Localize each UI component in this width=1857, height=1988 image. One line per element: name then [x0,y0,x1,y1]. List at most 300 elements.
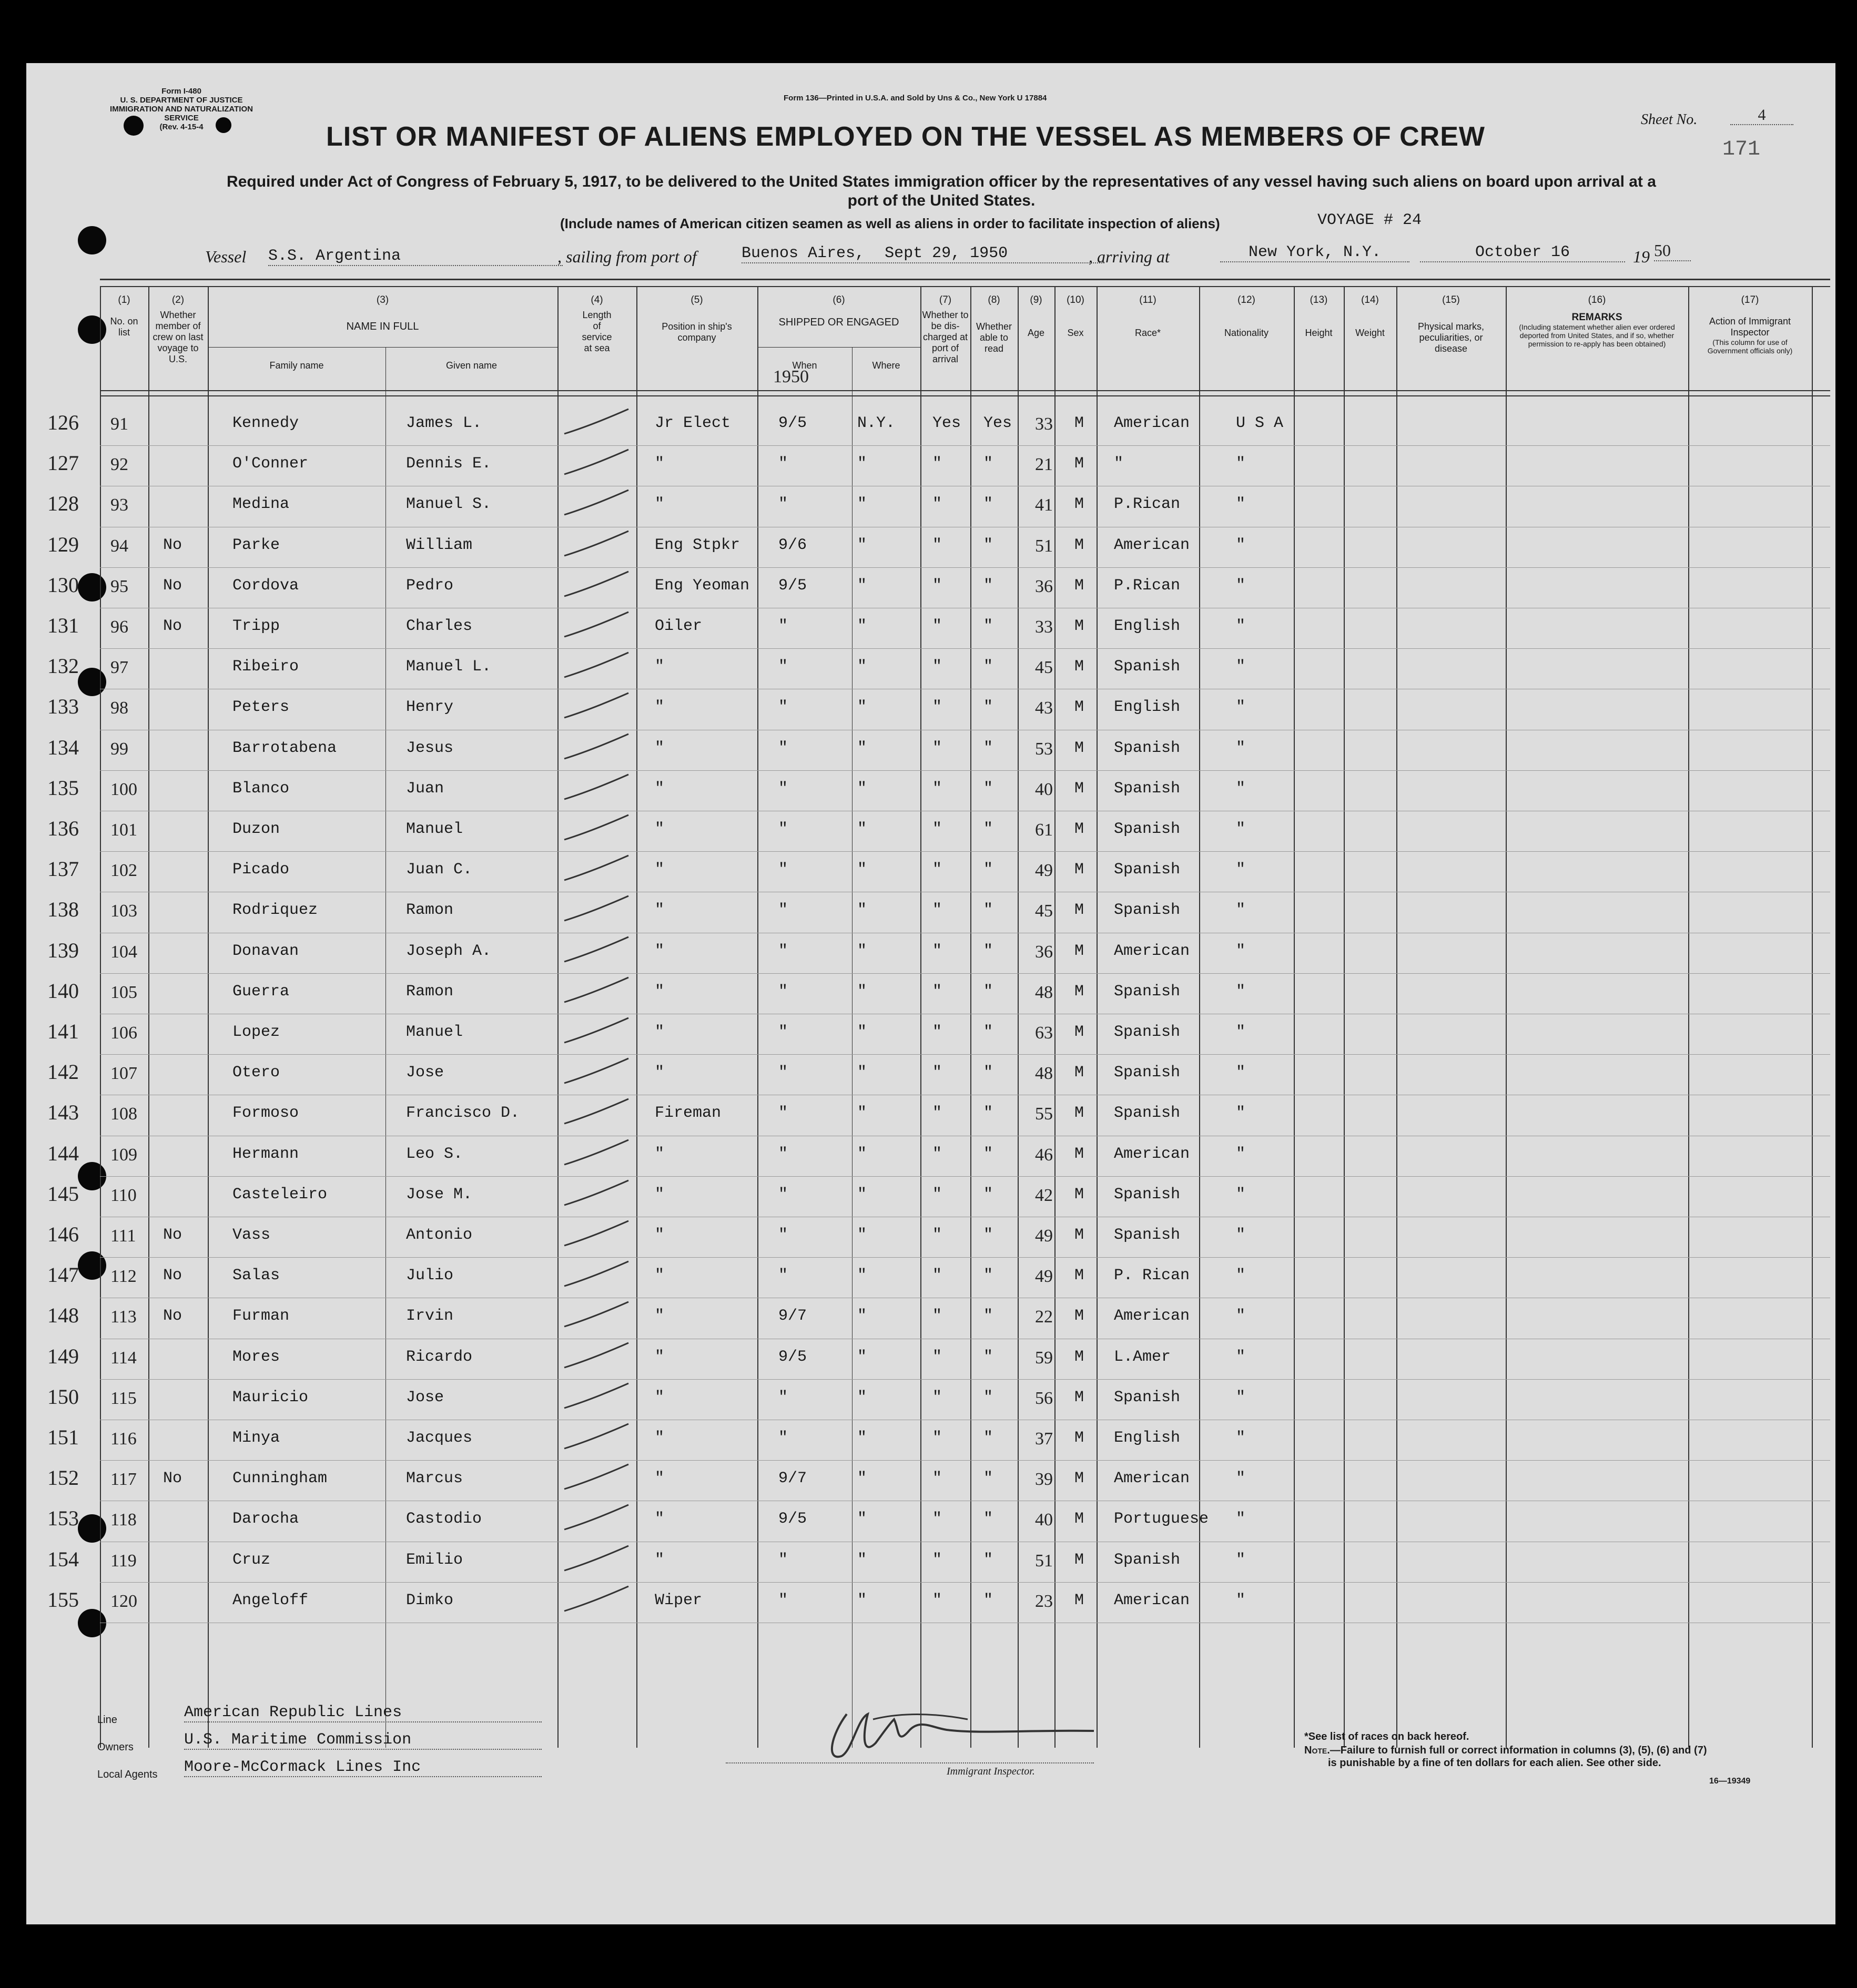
shipped-where: " [857,982,867,1001]
list-number: 103 [110,901,137,921]
position: " [655,1348,665,1366]
race: Spanish [1114,1064,1181,1082]
race: L.Amer [1114,1348,1171,1366]
list-number: 99 [110,739,128,759]
nationality: " [1236,779,1246,798]
able-to-read: " [983,1185,993,1204]
service-check-mark [560,730,634,767]
departure-date: Sept 29, 1950 [885,244,1008,262]
list-number: 115 [110,1388,137,1408]
shipped-when: 9/7 [778,1307,807,1326]
last-voyage: No [163,1267,182,1285]
given-name: Manuel [406,1023,463,1041]
nationality: " [1236,861,1246,879]
sex: M [1074,1429,1084,1447]
family-name: Blanco [232,779,290,798]
page-title: LIST OR MANIFEST OF ALIENS EMPLOYED ON THE VESSEL AS MEMBERS OF CREW [326,121,1485,152]
sex: M [1074,414,1084,432]
age: 36 [1035,576,1053,596]
nationality: " [1236,1551,1246,1569]
list-number: 98 [110,698,128,718]
given-name: Julio [406,1267,454,1285]
position: Jr Elect [655,414,731,432]
shipped-year: 1950 [773,367,809,386]
position: " [655,1551,665,1569]
race: Spanish [1114,1023,1181,1041]
shipped-when: 9/5 [778,1348,807,1366]
year-suffix: 50 [1654,241,1691,261]
nationality: " [1236,1185,1246,1204]
given-name: Manuel [406,820,463,838]
ledger-number: 127 [47,451,79,475]
shipped-where: " [857,1267,867,1285]
col-header-service-length: (4) Length of service at sea [582,294,612,353]
list-number: 95 [110,576,128,596]
col-header-name: (3) NAME IN FULL [346,294,419,332]
given-name: Antonio [406,1226,473,1244]
able-to-read: " [983,698,993,717]
family-name: Vass [232,1226,271,1244]
department-name: U. S. DEPARTMENT OF JUSTICE [120,96,243,105]
ledger-number: 144 [47,1141,79,1165]
list-number: 114 [110,1348,137,1368]
family-name: Parke [232,536,280,554]
family-name: Furman [232,1307,290,1326]
race: English [1114,617,1181,635]
able-to-read: " [983,536,993,554]
list-number: 94 [110,536,128,556]
ledger-number: 140 [47,978,79,1003]
service-name: IMMIGRATION AND NATURALIZATION SERVICE [110,105,253,123]
position: " [655,901,665,920]
ledger-number: 148 [47,1303,79,1328]
shipped-where: " [857,1348,867,1366]
able-to-read: Yes [983,414,1012,432]
col-header-weight: (14) Weight [1355,294,1385,338]
list-number: 118 [110,1510,137,1530]
family-name: Rodriquez [232,901,318,920]
shipped-when: " [778,1591,788,1609]
nationality: " [1236,536,1246,554]
given-name: Henry [406,698,454,717]
race: Spanish [1114,658,1181,676]
col-header-inspector-action: (17) Action of Immigrant Inspector (This column for use of Government officials only) [1707,294,1793,355]
list-number: 97 [110,658,128,678]
shipped-where: " [857,1307,867,1326]
punch-hole [78,1609,106,1637]
discharged: " [932,779,942,798]
race: American [1114,536,1190,554]
list-number: 105 [110,982,137,1002]
races-note: *See list of races on back hereof. [1304,1731,1469,1742]
family-name: Ribeiro [232,658,299,676]
given-name: James L. [406,414,482,432]
nationality: " [1236,576,1246,595]
family-name: Mauricio [232,1388,309,1406]
shipped-when: " [778,617,788,635]
service-check-mark [560,1298,634,1334]
col-header-position: (5) Position in ship's company [662,294,732,343]
shipped-where: " [857,820,867,838]
ledger-number: 146 [47,1222,79,1246]
ledger-number: 145 [47,1181,79,1206]
family-name: Barrotabena [232,739,337,757]
list-number: 112 [110,1267,137,1287]
punch-hole [78,1251,106,1280]
family-name: Lopez [232,1023,280,1041]
shipped-where: " [857,617,867,635]
list-number: 102 [110,861,137,881]
family-name: Duzon [232,820,280,838]
position: " [655,1307,665,1326]
penalty-note-2: is punishable by a fine of ten dollars for each alien. See other side. [1328,1757,1661,1769]
able-to-read: " [983,779,993,798]
shipped-when: " [778,1226,788,1244]
nationality: " [1236,1064,1246,1082]
position: Wiper [655,1591,703,1609]
given-name: Joseph A. [406,942,492,960]
ledger-number: 134 [47,735,79,759]
age: 45 [1035,901,1053,921]
discharged: " [932,1145,942,1163]
able-to-read: " [983,1388,993,1406]
service-check-mark [560,851,634,888]
discharged: " [932,1267,942,1285]
given-name: Juan [406,779,444,798]
sex: M [1074,1145,1084,1163]
race: P.Rican [1114,495,1181,514]
nationality: " [1236,658,1246,676]
service-check-mark [560,1176,634,1213]
ledger-number: 133 [47,695,79,719]
col-header-number: (1) No. on list [110,294,138,338]
position: " [655,861,665,879]
list-number: 100 [110,779,137,799]
given-name: Irvin [406,1307,454,1326]
nationality: " [1236,1023,1246,1041]
age: 63 [1035,1023,1053,1043]
service-check-mark [560,689,634,726]
age: 49 [1035,1226,1053,1246]
family-name: Cunningham [232,1470,328,1488]
requirement-line-1: Required under Act of Congress of February 5, 1917, to be delivered to the United States immigration officer by the representatives of any vessel having such aliens on board upon arrival at a [227,173,1656,190]
discharged: " [932,698,942,717]
given-name: Jose M. [406,1185,473,1204]
age: 55 [1035,1104,1053,1124]
age: 33 [1035,414,1053,434]
discharged: " [932,861,942,879]
ledger-number: 126 [47,411,79,434]
list-number: 107 [110,1064,137,1084]
able-to-read: " [983,455,993,473]
given-name: Manuel L. [406,658,492,676]
inspector-label: Immigrant Inspector. [947,1766,1035,1777]
age: 43 [1035,698,1053,718]
shipped-when: 9/5 [778,1510,807,1528]
race: American [1114,1307,1190,1326]
age: 51 [1035,536,1053,556]
shipped-where: " [857,1145,867,1163]
shipped-when: 9/7 [778,1470,807,1488]
discharged: " [932,1104,942,1123]
able-to-read: " [983,576,993,595]
shipped-where: " [857,536,867,554]
shipped-where: " [857,576,867,595]
sex: M [1074,779,1084,798]
shipped-where: " [857,658,867,676]
age: 56 [1035,1388,1053,1408]
age: 46 [1035,1145,1053,1165]
service-check-mark [560,1095,634,1131]
family-name: Hermann [232,1145,299,1163]
shipped-when: " [778,982,788,1001]
given-name: Jose [406,1064,444,1082]
shipped-where: " [857,901,867,920]
family-name: Otero [232,1064,280,1082]
shipped-when: " [778,1267,788,1285]
nationality: " [1236,1226,1246,1244]
family-name: Peters [232,698,290,717]
race: Spanish [1114,861,1181,879]
vessel-name: S.S. Argentina [268,247,563,266]
nationality: " [1236,495,1246,514]
family-name: Medina [232,495,290,514]
family-name: Darocha [232,1510,299,1528]
given-name: Francisco D. [406,1104,520,1123]
sex: M [1074,1226,1084,1244]
able-to-read: " [983,1226,993,1244]
sex: M [1074,1470,1084,1488]
printer-line: Form 136—Printed in U.S.A. and Sold by Uns & Co., New York U 17884 [784,94,1047,103]
col-header-read: (8) Whether able to read [976,294,1012,354]
last-voyage: No [163,1470,182,1488]
ledger-number: 137 [47,857,79,881]
discharged: " [932,1551,942,1569]
age: 48 [1035,1064,1053,1084]
family-name: Minya [232,1429,280,1447]
discharged: " [932,820,942,838]
shipped-when: " [778,658,788,676]
sex: M [1074,1307,1084,1326]
age: 37 [1035,1429,1053,1449]
nationality: " [1236,1267,1246,1285]
discharged: " [932,1307,942,1326]
col-header-race: (11) Race* [1134,294,1161,338]
punch-hole [78,573,106,602]
sex: M [1074,1551,1084,1569]
shipped-when: " [778,820,788,838]
discharged: " [932,942,942,960]
able-to-read: " [983,1307,993,1326]
shipped-where: " [857,1429,867,1447]
form-id-block [105,87,258,131]
race: English [1114,1429,1181,1447]
nationality: " [1236,1470,1246,1488]
age: 21 [1035,455,1053,475]
shipped-where: " [857,1591,867,1609]
position: " [655,1064,665,1082]
discharged: " [932,617,942,635]
ledger-number: 143 [47,1100,79,1125]
family-name: Donavan [232,942,299,960]
able-to-read: " [983,1551,993,1569]
discharged: " [932,1023,942,1041]
discharged: " [932,1388,942,1406]
penalty-note-text: —Failure to furnish full or correct information in columns (3), (5), (6) and (7) [1330,1745,1707,1756]
list-number: 120 [110,1591,137,1611]
service-check-mark [560,405,634,442]
ledger-number: 150 [47,1384,79,1409]
page-stamp: 171 [1722,138,1761,161]
nationality: U S A [1236,414,1284,432]
shipped-where: " [857,779,867,798]
position: " [655,820,665,838]
service-check-mark [560,811,634,848]
shipped-when: " [778,901,788,920]
ledger-number: 132 [47,654,79,678]
position: " [655,942,665,960]
owners-value: U.S. Maritime Commission [184,1731,542,1750]
discharged: " [932,1185,942,1204]
service-check-mark [560,567,634,604]
last-voyage: No [163,536,182,554]
note-label: Note. [1304,1745,1330,1756]
age: 53 [1035,739,1053,759]
shipped-where: " [857,1470,867,1488]
service-check-mark [560,486,634,523]
age: 40 [1035,1510,1053,1530]
service-check-mark [560,973,634,1010]
able-to-read: " [983,1510,993,1528]
col-header-sex: (10) Sex [1067,294,1084,338]
list-number: 108 [110,1104,137,1124]
shipped-when: " [778,455,788,473]
given-name: Dennis E. [406,455,492,473]
nationality: " [1236,1104,1246,1123]
col-header-last-voyage: (2) Whether member of crew on last voyage to U.S. [153,294,204,364]
able-to-read: " [983,982,993,1001]
ledger-number: 149 [47,1344,79,1368]
shipped-when: " [778,1551,788,1569]
position: " [655,739,665,757]
shipped-when: " [778,698,788,717]
family-name: Formoso [232,1104,299,1123]
sex: M [1074,1267,1084,1285]
manifest-sheet [26,63,1835,1924]
race: Spanish [1114,1104,1181,1123]
service-check-mark [560,1014,634,1051]
shipped-when: " [778,1429,788,1447]
departure-port [742,244,1104,263]
service-check-mark [560,1460,634,1497]
voyage-number: VOYAGE # 24 [1317,211,1422,229]
discharged: " [932,1064,942,1082]
sheet-number: 4 [1730,106,1793,125]
arriving-label: , arriving at [1089,247,1170,266]
shipped-where: " [857,1064,867,1082]
nationality: " [1236,1307,1246,1326]
age: 40 [1035,779,1053,799]
nationality: " [1236,1348,1246,1366]
able-to-read: " [983,820,993,838]
sex: M [1074,739,1084,757]
race: Spanish [1114,739,1181,757]
last-voyage: No [163,576,182,595]
ledger-number: 136 [47,817,79,840]
service-check-mark [560,445,634,482]
age: 23 [1035,1591,1053,1611]
sex: M [1074,1023,1084,1041]
race: Spanish [1114,1551,1181,1569]
discharged: " [932,455,942,473]
given-name: Charles [406,617,473,635]
race: Spanish [1114,820,1181,838]
ledger-number: 135 [47,776,79,800]
col-header-shipped: (6) SHIPPED OR ENGAGED [778,294,899,328]
arrival-port: New York, N.Y. [1220,243,1409,262]
list-number: 106 [110,1023,137,1043]
last-voyage: No [163,1307,182,1326]
col-header-remarks: (16) REMARKS (Including statement whether alien ever ordered deported from United States, and if so, whether permission to re-apply has been obtained) [1519,294,1675,348]
shipped-when: " [778,739,788,757]
discharged: " [932,576,942,595]
sex: M [1074,698,1084,717]
col-header-height: (13) Height [1305,294,1333,338]
family-name: Salas [232,1267,280,1285]
shipped-where: " [857,1023,867,1041]
sex: M [1074,1388,1084,1406]
list-number: 91 [110,414,128,434]
shipped-when: " [778,495,788,514]
ledger-number: 151 [47,1425,79,1449]
given-name: Juan C. [406,861,473,879]
ledger-number: 154 [47,1547,79,1571]
list-number: 92 [110,455,128,475]
ledger-number: 128 [47,492,79,516]
service-check-mark [560,1257,634,1294]
ledger-number: 152 [47,1466,79,1490]
list-number: 113 [110,1307,137,1327]
given-name: Ricardo [406,1348,473,1366]
race: P.Rican [1114,576,1181,595]
ledger-number: 138 [47,898,79,922]
local-agents-value: Moore-McCormack Lines Inc [184,1758,542,1777]
discharged: " [932,658,942,676]
form-number: Form I-480 [161,87,201,96]
position: " [655,698,665,717]
position: " [655,1267,665,1285]
ledger-number: 147 [47,1263,79,1287]
family-name: Picado [232,861,290,879]
family-name: Guerra [232,982,290,1001]
shipped-where: " [857,1226,867,1244]
position: " [655,1388,665,1406]
discharged: " [932,1348,942,1366]
given-name: Pedro [406,576,454,595]
nationality: " [1236,820,1246,838]
shipped-where: " [857,739,867,757]
given-name: Marcus [406,1470,463,1488]
requirement-line-2: port of the United States. [847,192,1036,209]
shipped-when: 9/5 [778,576,807,595]
requirement-text [100,172,1783,210]
punch-hole [78,668,106,696]
service-check-mark [560,608,634,645]
given-name: William [406,536,473,554]
shipped-where: " [857,1551,867,1569]
sex: M [1074,658,1084,676]
family-name: Angeloff [232,1591,309,1609]
